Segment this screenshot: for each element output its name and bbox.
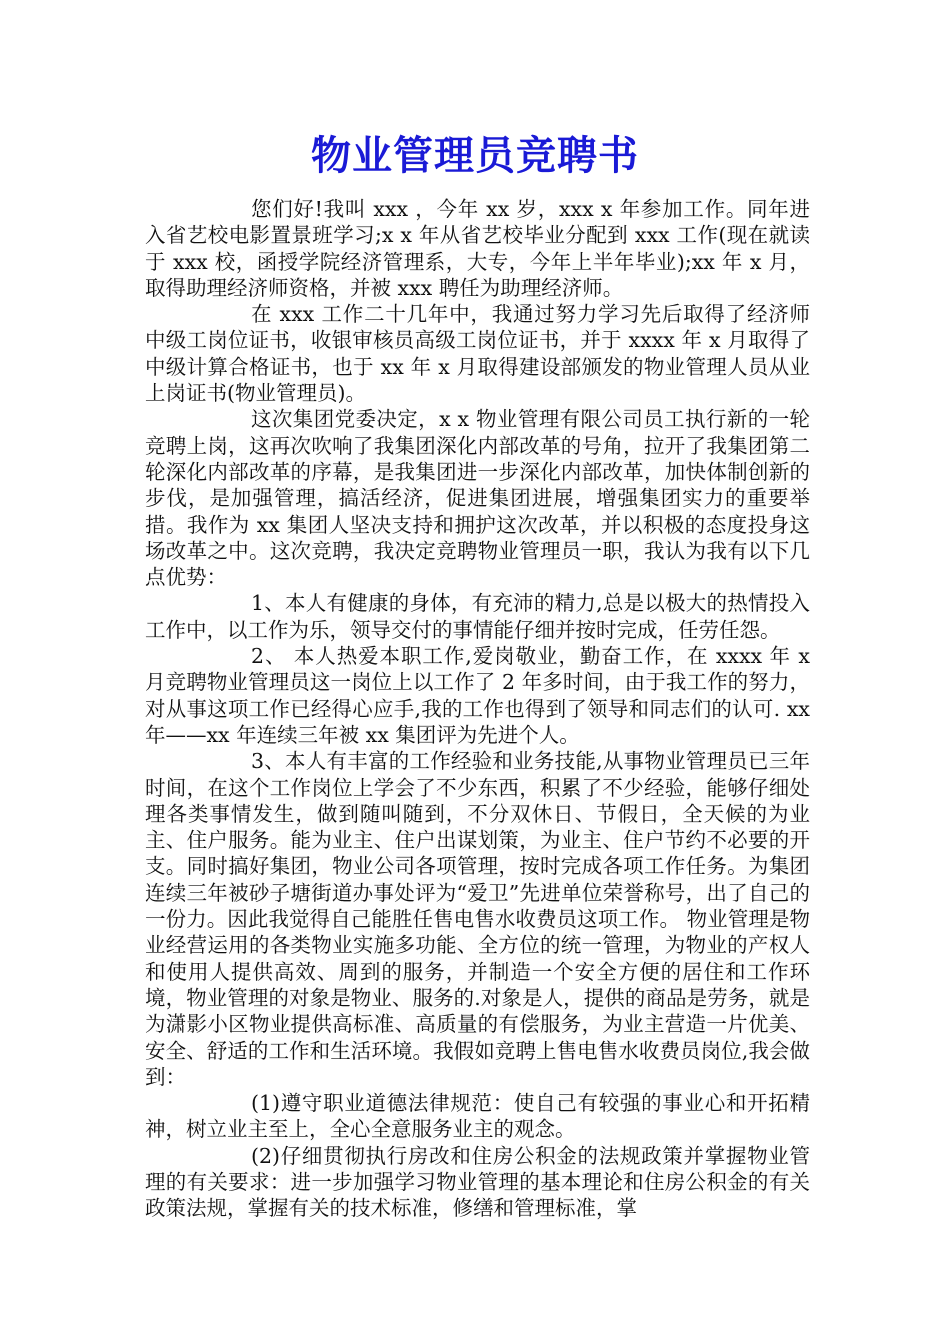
document-body <box>145 196 810 1222</box>
paragraph-advantage-2: 2、 本人热爱本职工作,爱岗敬业，勤奋工作，在 xxxx 年 x 月竞聘物业管理员这一岗位上以工作了 2 年多时间，由于我工作的努力，对从事这项工作已经得心应手,我的工作也得到了领导和同志们的认可. xx 年——xx 年连续三年被 xx 集团评为先进个人。 <box>145 644 810 747</box>
paragraph-commitment-1: (1)遵守职业道德法律规范：使自己有较强的事业心和开拓精神，树立业主至上，全心全意服务业主的观念。 <box>145 1091 810 1142</box>
document-title: 物业管理员竞聘书 <box>311 132 639 179</box>
paragraph-reform: 这次集团党委决定，x x 物业管理有限公司员工执行新的一轮竞聘上岗，这再次吹响了我集团深化内部改革的号角，拉开了我集团第二轮深化内部改革的序幕，是我集团进一步深化内部改革，加快体制创新的步伐，是加强管理，搞活经济，促进集团进展，增强集团实力的重要举措。我作为 xx 集团人坚决支持和拥护这次改革，并以积极的态度投身这场改革之中。这次竞聘，我决定竞聘物业管理员一职，我认为我有以下几点优势： <box>145 407 810 590</box>
paragraph-advantage-1: 1、本人有健康的身体，有充沛的精力,总是以极大的热情投入工作中，以工作为乐，领导交付的事情能仔细并按时完成，任劳任怨。 <box>145 591 810 642</box>
paragraph-greeting: 您们好!我叫 xxx ，今年 xx 岁，xxx x 年参加工作。同年进入省艺校电影置景班学习;x x 年从省艺校毕业分配到 xxx 工作(现在就读于 xxx 校，函授学院经济管理系，大专，今年上半年毕业);xx 年 x 月，取得助理经济师资格，并被 xxx 聘任为助理经济师。 <box>145 197 810 300</box>
paragraph-advantage-3: 3、本人有丰富的工作经验和业务技能,从事物业管理员已三年时间，在这个工作岗位上学会了不少东西，积累了不少经验，能够仔细处理各类事情发生，做到随叫随到，不分双休日、节假日，全天候的为业主、住户服务。能为业主、住户出谋划策，为业主、住户节约不必要的开支。同时搞好集团，物业公司各项管理，按时完成各项工作任务。为集团连续三年被砂子塘街道办事处评为“爱卫”先进单位荣誉称号，出了自己的一份力。因此我觉得自己能胜任售电售水收费员这项工作。 物业管理是物业经营运用的各类物业实施多功能、全方位的统一管理，为物业的产权人和使用人提供高效、周到的服务，并制造一个安全方便的居住和工作环境，物业管理的对象是物业、服务的.对象是人，提供的商品是劳务，就是为潇影小区物业提供高标准、高质量的有偿服务，为业主营造一片优美、安全、舒适的工作和生活环境。我假如竞聘上售电售水收费员岗位,我会做到： <box>145 749 810 1089</box>
paragraph-commitment-2: (2)仔细贯彻执行房改和住房公积金的法规政策并掌握物业管理的有关要求：进一步加强学习物业管理的基本理论和住房公积金的有关政策法规，掌握有关的技术标准，修缮和管理标准，掌 <box>145 1143 810 1221</box>
paragraph-qualifications: 在 xxx 工作二十几年中，我通过努力学习先后取得了经济师中级工岗位证书，收银审核员高级工岗位证书，并于 xxxx 年 x 月取得了中级计算合格证书，也于 xx 年 x 月取得建设部颁发的物业管理人员从业上岗证书(物业管理员)。 <box>145 302 810 406</box>
